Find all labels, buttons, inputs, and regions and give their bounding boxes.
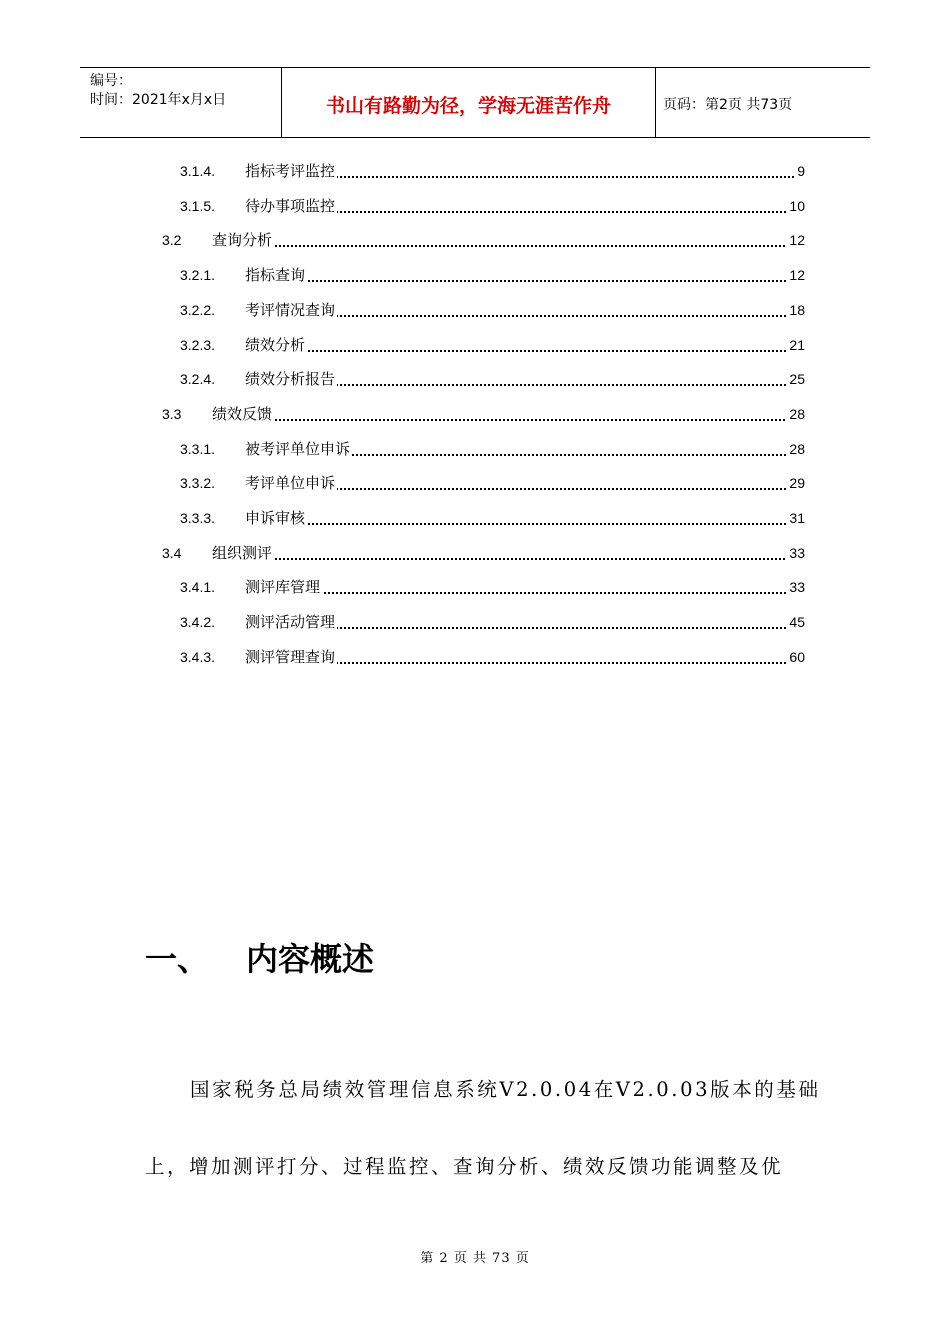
toc-entry[interactable] — [180, 472, 805, 494]
toc-entry-page: 28 — [789, 440, 805, 457]
document-time-label: 时间：2021年x月x日 — [90, 92, 227, 108]
toc-entry-number: 3.3.3. — [180, 510, 216, 526]
toc-entry-number: 3.1.4. — [180, 163, 216, 179]
toc-entry[interactable] — [180, 576, 805, 598]
toc-entry[interactable] — [180, 264, 805, 286]
toc-entry-title: 考评情况查询 — [245, 300, 336, 319]
toc-entry[interactable] — [180, 646, 805, 668]
header-page-cell — [655, 68, 870, 137]
section-number: 一、 — [145, 940, 210, 978]
toc-entry-number: 3.3.1. — [180, 440, 216, 457]
toc-entry-title: 指标考评监控 — [245, 162, 336, 180]
toc-dot-leader — [212, 419, 805, 421]
toc-entry[interactable] — [180, 438, 805, 460]
toc-entry-number: 3.4.2. — [180, 614, 216, 631]
toc-entry-number: 3.4.3. — [180, 648, 216, 665]
toc-entry-number: 3.3 — [162, 405, 182, 422]
toc-entry-title: 测评活动管理 — [245, 613, 336, 632]
toc-entry-page: 25 — [789, 371, 805, 388]
toc-entry-number: 3.1.5. — [180, 197, 216, 214]
toc-entry[interactable] — [162, 229, 805, 251]
toc-entry-page: 12 — [789, 232, 805, 249]
toc-dot-leader — [212, 245, 805, 247]
toc-entry-number: 3.2.2. — [180, 301, 216, 318]
toc-entry-title: 待办事项监控 — [245, 196, 336, 215]
section-title: 内容概述 — [246, 940, 375, 978]
toc-entry-number: 3.4.1. — [180, 579, 216, 596]
document-number-label: 编号： — [90, 73, 132, 89]
toc-dot-leader — [245, 523, 805, 525]
toc-entry-page: 12 — [789, 267, 805, 284]
toc-entry-number: 3.4 — [162, 544, 182, 561]
toc-dot-leader — [245, 280, 805, 282]
toc-entry-page: 45 — [789, 614, 805, 631]
toc-entry-page: 21 — [789, 336, 805, 353]
toc-entry-number: 3.2.1. — [180, 267, 216, 284]
toc-entry-title: 绩效分析 — [245, 335, 306, 354]
body-paragraph-line: 上，增加测评打分、过程监控、查询分析、绩效反馈功能调整及优 — [145, 1155, 784, 1178]
header-motto: 书山有路勤为径，学海无涯苦作舟 — [325, 95, 611, 117]
toc-entry-title: 被考评单位申诉 — [245, 439, 351, 458]
toc-entry-title: 指标查询 — [245, 266, 306, 285]
toc-dot-leader — [245, 592, 805, 594]
toc-entry-title: 绩效反馈 — [212, 404, 273, 423]
page-footer: 第 2 页 共 73 页 — [420, 1251, 530, 1266]
toc-entry-title: 测评库管理 — [245, 578, 321, 597]
toc-entry[interactable] — [180, 368, 805, 390]
toc-entry-page: 10 — [789, 197, 805, 214]
toc-entry-page: 29 — [789, 475, 805, 492]
toc-entry[interactable] — [162, 403, 805, 425]
header-motto-cell — [281, 68, 656, 137]
toc-entry-title: 申诉审核 — [245, 509, 306, 527]
toc-entry-title: 绩效分析报告 — [245, 370, 336, 389]
body-paragraph-line: 国家税务总局绩效管理信息系统V2.0.04在V2.0.03版本的基础 — [190, 1078, 821, 1101]
toc-entry-number: 3.2 — [162, 232, 182, 249]
toc-entry[interactable] — [180, 195, 805, 217]
toc-dot-leader — [245, 350, 805, 352]
toc-dot-leader — [212, 558, 805, 560]
page-header — [80, 67, 870, 138]
toc-entry-page: 28 — [789, 405, 805, 422]
toc-entry-number: 3.3.2. — [180, 475, 216, 492]
toc-entry-page: 60 — [789, 648, 805, 665]
header-meta-cell — [80, 68, 281, 137]
toc-entry[interactable] — [180, 299, 805, 321]
toc-entry[interactable] — [180, 160, 805, 182]
toc-entry-page: 18 — [789, 301, 805, 318]
toc-entry[interactable] — [180, 611, 805, 633]
toc-entry-page: 9 — [797, 163, 805, 179]
toc-entry-page: 33 — [789, 544, 805, 561]
toc-entry-title: 考评单位申诉 — [245, 474, 336, 493]
toc-entry-title: 测评管理查询 — [245, 647, 336, 666]
toc-entry-number: 3.2.4. — [180, 371, 216, 388]
toc-entry-title: 组织测评 — [212, 543, 273, 562]
toc-entry[interactable] — [180, 334, 805, 356]
toc-entry-title: 查询分析 — [212, 231, 273, 250]
toc-entry[interactable] — [180, 507, 805, 529]
toc-entry-number: 3.2.3. — [180, 336, 216, 353]
toc-entry-page: 31 — [789, 510, 805, 526]
toc-entry[interactable] — [162, 542, 805, 564]
toc-entry-page: 33 — [789, 579, 805, 596]
header-page-info: 页码：第2页 共73页 — [663, 97, 793, 113]
